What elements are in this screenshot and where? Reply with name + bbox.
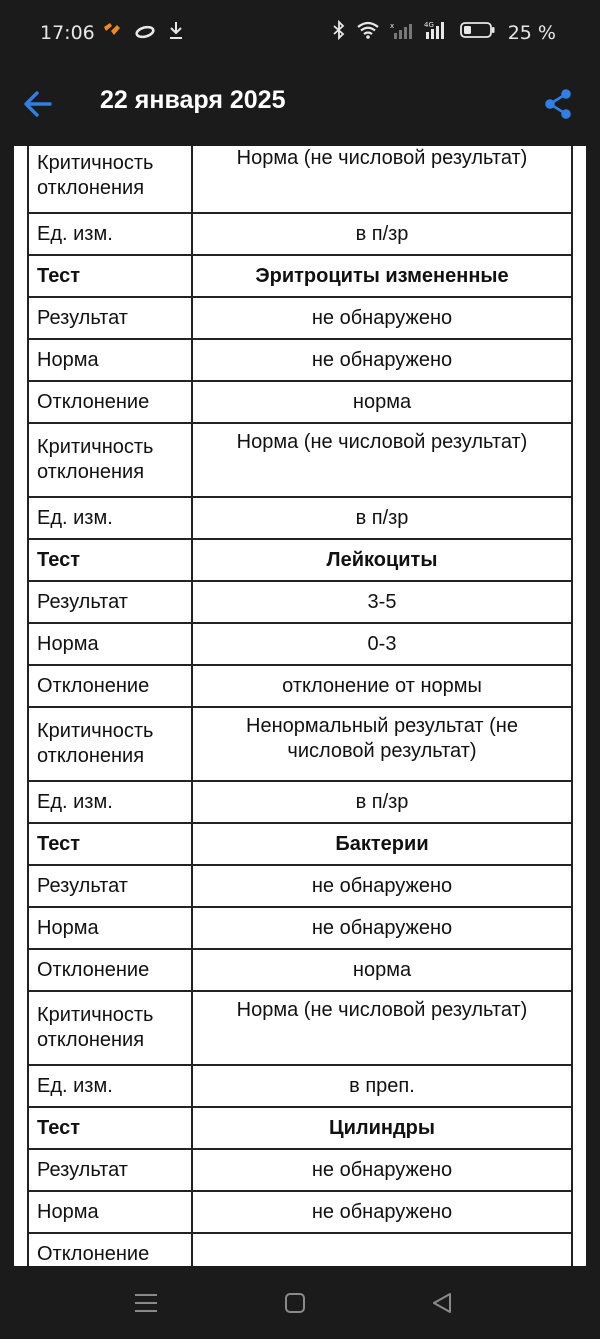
- row-value: не обнаружено: [192, 1191, 572, 1233]
- row-label: Отклонение: [28, 949, 192, 991]
- results-content[interactable]: [14, 146, 586, 1266]
- signal-4g-icon: [424, 20, 450, 45]
- row-label: Результат: [28, 865, 192, 907]
- table-row: [28, 665, 572, 707]
- table-row: [28, 907, 572, 949]
- status-left-icons: [102, 20, 184, 45]
- row-label: Ед. изм.: [28, 781, 192, 823]
- table-row: [28, 1065, 572, 1107]
- row-label: Тест: [28, 539, 192, 581]
- row-value: в п/зр: [192, 213, 572, 255]
- results-table-body: [28, 146, 572, 1266]
- row-value: 3-5: [192, 581, 572, 623]
- table-row: [28, 213, 572, 255]
- row-value: Норма (не числовой результат): [192, 991, 572, 1065]
- row-value: Норма (не числовой результат): [192, 146, 572, 213]
- download-icon: [168, 20, 184, 45]
- row-label: Отклонение: [28, 381, 192, 423]
- row-label: Результат: [28, 581, 192, 623]
- table-row: [28, 707, 572, 781]
- row-value: не обнаружено: [192, 865, 572, 907]
- status-time: 17:06: [40, 22, 95, 44]
- row-label: Тест: [28, 1107, 192, 1149]
- table-row: [28, 339, 572, 381]
- table-row: [28, 146, 572, 213]
- row-label: Критичность отклонения: [28, 707, 192, 781]
- row-value: не обнаружено: [192, 907, 572, 949]
- row-value: отклонение от нормы: [192, 665, 572, 707]
- table-row: [28, 949, 572, 991]
- row-value: не обнаружено: [192, 297, 572, 339]
- row-label: Ед. изм.: [28, 497, 192, 539]
- navigation-bar: [0, 1266, 600, 1339]
- table-row: [28, 497, 572, 539]
- table-row: [28, 865, 572, 907]
- row-value: Лейкоциты: [192, 539, 572, 581]
- row-value: [192, 1233, 572, 1266]
- row-value: не обнаружено: [192, 339, 572, 381]
- table-row: [28, 581, 572, 623]
- row-label: Критичность отклонения: [28, 423, 192, 497]
- row-value: не обнаружено: [192, 1149, 572, 1191]
- row-label: Критичность отклонения: [28, 991, 192, 1065]
- wifi-icon: [356, 21, 380, 44]
- row-value: в п/зр: [192, 781, 572, 823]
- table-test-header-row: [28, 823, 572, 865]
- row-label: Критичность отклонения: [28, 146, 192, 213]
- back-triangle-icon: [430, 1291, 454, 1315]
- battery-percent: 25 %: [507, 21, 556, 44]
- arrow-left-icon: [22, 89, 54, 119]
- row-label: Тест: [28, 255, 192, 297]
- page-title: 22 января 2025: [100, 86, 286, 114]
- nav-back-button[interactable]: [424, 1288, 460, 1318]
- row-value: в п/зр: [192, 497, 572, 539]
- row-label: Норма: [28, 1191, 192, 1233]
- status-bar: [0, 0, 600, 70]
- share-button[interactable]: [538, 84, 578, 124]
- row-label: Отклонение: [28, 665, 192, 707]
- row-value: норма: [192, 381, 572, 423]
- nav-home-button[interactable]: [277, 1288, 313, 1318]
- svg-text:x: x: [389, 22, 394, 30]
- table-row: [28, 1191, 572, 1233]
- row-label: Результат: [28, 1149, 192, 1191]
- row-value: Цилиндры: [192, 1107, 572, 1149]
- table-test-header-row: [28, 539, 572, 581]
- row-value: норма: [192, 949, 572, 991]
- table-row: [28, 991, 572, 1065]
- table-row: [28, 623, 572, 665]
- results-table: [27, 146, 573, 1266]
- row-label: Норма: [28, 623, 192, 665]
- row-value: Норма (не числовой результат): [192, 423, 572, 497]
- row-label: Результат: [28, 297, 192, 339]
- table-row: [28, 1233, 572, 1266]
- row-value: Бактерии: [192, 823, 572, 865]
- menu-icon: [133, 1292, 159, 1314]
- app-bar: [0, 70, 600, 136]
- row-label: Тест: [28, 823, 192, 865]
- table-row: [28, 1149, 572, 1191]
- back-button[interactable]: [18, 84, 58, 124]
- row-label: Норма: [28, 907, 192, 949]
- row-value: в преп.: [192, 1065, 572, 1107]
- row-label: Отклонение: [28, 1233, 192, 1266]
- row-label: Ед. изм.: [28, 213, 192, 255]
- home-square-icon: [283, 1291, 307, 1315]
- app-ring-icon: [134, 22, 156, 44]
- row-label: Ед. изм.: [28, 1065, 192, 1107]
- row-value: 0-3: [192, 623, 572, 665]
- signal-weak-icon: [390, 21, 414, 44]
- table-test-header-row: [28, 255, 572, 297]
- share-icon: [543, 88, 573, 120]
- row-label: Норма: [28, 339, 192, 381]
- bluetooth-icon: [332, 20, 346, 45]
- battery-icon: [460, 21, 496, 44]
- table-row: [28, 297, 572, 339]
- svg-text:4G: 4G: [423, 21, 434, 29]
- row-value: Ненормальный результат (не числовой результат): [192, 707, 572, 781]
- nav-menu-button[interactable]: [128, 1288, 164, 1318]
- table-row: [28, 423, 572, 497]
- app-heart-icon: [102, 21, 122, 44]
- row-value: Эритроциты измененные: [192, 255, 572, 297]
- table-row: [28, 781, 572, 823]
- table-test-header-row: [28, 1107, 572, 1149]
- table-row: [28, 381, 572, 423]
- status-right-icons: [332, 20, 556, 45]
